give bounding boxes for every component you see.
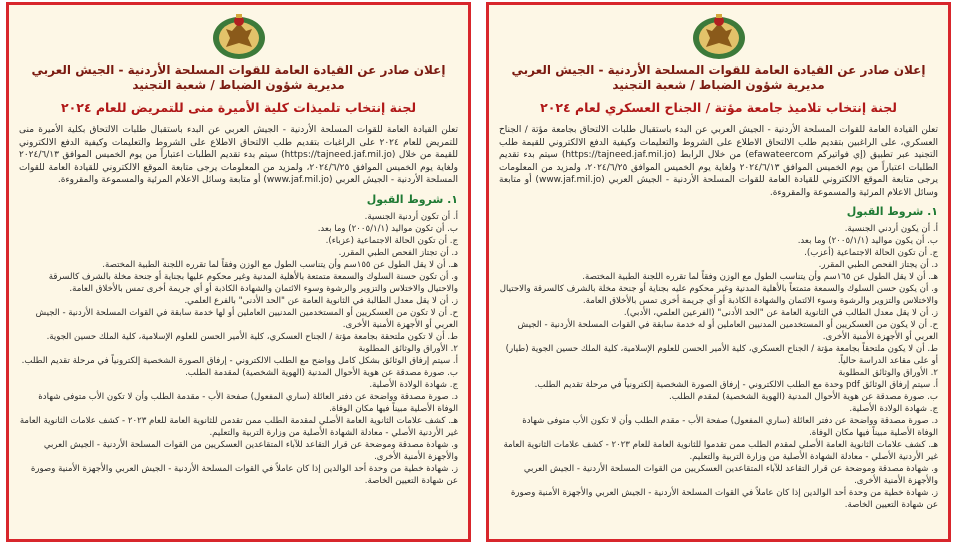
jordan-armed-forces-emblem-icon — [688, 11, 750, 61]
list-item: ط. أن لا تكون ملتحقة بجامعة مؤتة / الجناح العسكري، كلية الأمير الحسن للعلوم الإسلامية، كلية الملك حسين الجوية. — [46, 331, 458, 342]
list-item: ط. أن لا يكون ملتحقاً بجامعة مؤتة / الجناح العسكري، كلية الأمير الحسن للعلوم الإسلامية، كلية الملك حسين الجوية (طيار) أو على مقاعد الدراسة حالياً. — [505, 344, 938, 366]
list-item: هـ. كشف علامات الثانوية العامة الأصلي لمقدمة الطلب ممن تقدمن للثانوية العامة للعام ٢٠٢٣ - كشف علامات الثانوية العامة غير الأردنية الأصلي - معادلة الشهادة الأصلية من وزارة التربية والتعليم. — [19, 415, 458, 438]
committee-heading: لجنة إنتخاب تلاميذ جامعة مؤتة / الجناح العسكري لعام ٢٠٢٤ — [540, 100, 897, 115]
list-item: أ. أن يكون أردني الجنسية. — [844, 224, 938, 234]
directorate-subtitle: مديرية شؤون الضباط / شعبة التجنيد — [612, 78, 825, 92]
intro-paragraph: تعلن القيادة العامة للقوات المسلحة الأردنية - الجيش العربي عن البدء باستقبال طلبات الالتحاق بجامعة مؤتة / الجناح العسكري، على الراغبين بتقديم طلب الالتحاق الاطلاع على الشروط والتعليمات وكيفية الدفع الالكتروني للقيمة طلب التجنيد عبر تطبيق (إي فواتيركم efawateercom) من خلال الرابط (https://tajneed.jaf.mil.jo) سيتم بدء تقديم الطلبات اعتباراً من يوم الخميس الموافق ٢٠٢٤/٦/١٣ ولغاية يوم الخميس الموافق ٢٠٢٤/٦/٢٥، ولمزيد من المعلومات يرجى متابعة الموقع الالكتروني للقيادة العامة للقوات المسلحة الأردنية - الجيش العربي (www.jaf.mil.jo) أو متابعة وسائل الاعلام المرئية والمسموعة والمقروءة. — [499, 125, 939, 198]
list-item: ز. شهادة خطية من وحدة أحد الوالدين إذا كان عاملاً في القوات المسلحة الأردنية - الجيش العربي والأجهزة الأمنية وصورة عن شهادة التعيين الخاصة. — [30, 463, 458, 486]
list-item: ب. أن يكون مواليد (٢٠٠٥/١/١) وما بعد. — [797, 236, 938, 246]
list-item: و. أن تكون حسنة السلوك والسمعة متمتعة بالأهلية المدنية وغير محكوم عليها بجناية أو جنحة مخلة بالشرف كالسرقة والاحتيال والاختلاس والتزوير والرشوة وسوء الائتمان والشهادة الكاذبة أو أي جريمة أخرى تمس بالأخلاق العامة. — [48, 271, 458, 294]
list-item: و. شهادة مصدقة وموضحة عن قرار التقاعد للآباء المتقاعدين العسكريين من القوات المسلحة الأردنية - الجيش العربي والأجهزة الأمنية الأخرى. — [523, 464, 938, 486]
list-item: هـ. كشف علامات الثانوية العامة الأصلي لمقدم الطلب ممن تقدموا للثانوية العامة للعام ٢٠٢٣ - كشف علامات الثانوية العامة غير الأردنية الأصلي - معادلة الشهادة الأصلية من وزارة التربية والتعليم. — [503, 440, 938, 462]
list-item: ج. شهادة الولادة الأصلية. — [369, 379, 458, 390]
announcement-title: إعلان صادر عن القيادة العامة للقوات المسلحة الأردنية - الجيش العربي — [511, 63, 926, 77]
list-item: ج. أن تكون الحالة الاجتماعية (أعزب). — [804, 248, 938, 258]
list-item: ح. أن لا تكون من العسكريين أو المستخدمين المدنيين العاملين أو لها خدمة سابقة في القوات المسلحة الأردنية - الجيش العربي أو الأجهزة الأمنية الأخرى. — [35, 307, 458, 330]
conditions-list — [499, 223, 938, 511]
conditions-list — [19, 211, 458, 487]
list-item: أ. سيتم إرفاق الوثائق pdf وحدة مع الطلب الالكتروني - إرفاق الصورة الشخصية إلكترونياً في مرحلة تقديم الطلب. — [534, 380, 938, 390]
announcement-title: إعلان صادر عن القيادة العامة للقوات المسلحة الأردنية - الجيش العربي — [31, 63, 446, 77]
committee-heading: لجنة إنتخاب تلميذات كلية الأميرة منى للتمريض للعام ٢٠٢٤ — [60, 100, 417, 115]
intro-paragraph: تعلن القيادة العامة للقوات المسلحة الأردنية - الجيش العربي عن البدء باستقبال طلبات الالتحاق بكلية الأميرة منى للتمريض للعام ٢٠٢٤ على الراغبات بتقديم طلب الالتحاق الاطلاع على الشروط والتعليمات وكيفية الدفع الالكتروني للقيمة من خلال (https://tajneed.jaf.mil.jo) سيتم بدء تقديم الطلبات اعتباراً من يوم الخميس الموافق ٢٠٢٤/٦/١٣ ولغاية يوم الخميس الموافق ٢٠٢٤/٦/٢٥، ولمزيد من المعلومات يرجى متابعة الموقع الالكتروني للقيادة العامة للقوات المسلحة الأردنية - الجيش العربي (www.jaf.mil.jo) أو متابعة وسائل الاعلام المرئية والمسموعة والمقروءة. — [19, 125, 458, 185]
jordan-armed-forces-emblem-icon — [208, 11, 270, 61]
announcement-mutah-university — [486, 2, 951, 542]
list-item: ب. صورة مصدقة عن هوية الأحوال المدنية (الهوية الشخصية) لمقدمة الطلب. — [185, 367, 458, 378]
list-item: د. صورة مصدقة وواضحة عن دفتر العائلة (ساري المفعول) صفحة الأب - مقدم الطلب وأن لا تكون الأب متوفى شهادة الوفاة الأصلية مبيناً فيها مكان الوفاة. — [522, 416, 938, 438]
list-item: أ. أن تكون أردنية الجنسية. — [364, 211, 458, 222]
list-item: ز. شهادة خطية من وحدة أحد الوالدين إذا كان عاملاً في القوات المسلحة الأردنية - الجيش العربي والأجهزة الأمنية وصورة عن شهادة التعيين الخاصة. — [510, 488, 938, 510]
list-item: ب. أن تكون مواليد (٢٠٠٥/١/١) وما بعد. — [317, 223, 458, 234]
list-item: هـ. أن لا يقل الطول عن ١٦٥سم وأن يتناسب الطول مع الوزن وفقاً لما تقرره اللجنة الطبية المختصة. — [582, 272, 938, 282]
list-item: و. أن يكون حسن السلوك والسمعة متمتعاً بالأهلية المدنية وغير محكوم عليه بجناية أو جنحة مخلة بالشرف كالسرقة والاحتيال والاختلاس والتزوير والرشوة وسوء الائتمان والشهادة الكاذبة أو أي جريمة أخرى تمس بالأخلاق العامة. — [499, 284, 938, 306]
list-item: هـ. أن لا يقل الطول عن ١٥٥سم وأن يتناسب الطول مع الوزن وفقاً لما تقرره اللجنة الطبية المختصة. — [102, 259, 458, 270]
list-item: ٢. الأوراق والوثائق المطلوبة — [358, 343, 458, 354]
admission-conditions-heading: ١. شروط القبول — [366, 192, 458, 206]
list-item: ح. أن لا يكون من العسكريين أو المستخدمين المدنيين العاملين أو له خدمة سابقة في القوات المسلحة الأردنية - الجيش العربي أو الأجهزة الأمنية الأخرى. — [517, 320, 938, 342]
list-item: ج. شهادة الولادة الأصلية. — [849, 404, 938, 414]
list-item: و. شهادة مصدقة وموضحة عن قرار التقاعد للآباء المتقاعدين العسكريين من القوات المسلحة الأردنية - الجيش العربي والأجهزة الأمنية الأخرى. — [43, 439, 458, 462]
list-item: ز. أن لا يقل معدل الطالبة في الثانوية العامة عن "الحد الأدنى" بالفرع العلمي. — [184, 295, 458, 306]
list-item: د. أن يجتاز الفحص الطبي المقرر. — [818, 260, 938, 270]
directorate-subtitle: مديرية شؤون الضباط / شعبة التجنيد — [132, 78, 345, 92]
list-item: ب. صورة مصدقة عن هوية الأحوال المدنية (الهوية الشخصية) لمقدم الطلب. — [668, 392, 938, 402]
list-item: ز. أن لا يقل معدل الطالب في الثانوية العامة عن "الحد الأدنى" (الفرعين العلمي، الأدبي). — [623, 308, 938, 318]
announcement-nursing-college — [6, 2, 471, 542]
list-item: ج. أن تكون الحالة الاجتماعية (عزباء). — [325, 235, 458, 246]
list-item: د. أن تجتاز الفحص الطبي المقرر. — [338, 247, 458, 258]
list-item: أ. سيتم إرفاق الوثائق بشكل كامل وواضح مع الطلب الالكتروني - إرفاق الصورة الشخصية إلكترونياً في مرحلة تقديم الطلب. — [21, 355, 458, 366]
admission-conditions-heading: ١. شروط القبول — [846, 205, 938, 218]
list-item: د. صورة مصدقة وواضحة عن دفتر العائلة (ساري المفعول) صفحة الأب - مقدمة الطلب وأن لا تكون الأب متوفى شهادة الوفاة الأصلية مبيناً فيها مكان الوفاة. — [38, 391, 458, 414]
list-item: ٢. الأوراق والوثائق المطلوبة — [838, 368, 938, 378]
